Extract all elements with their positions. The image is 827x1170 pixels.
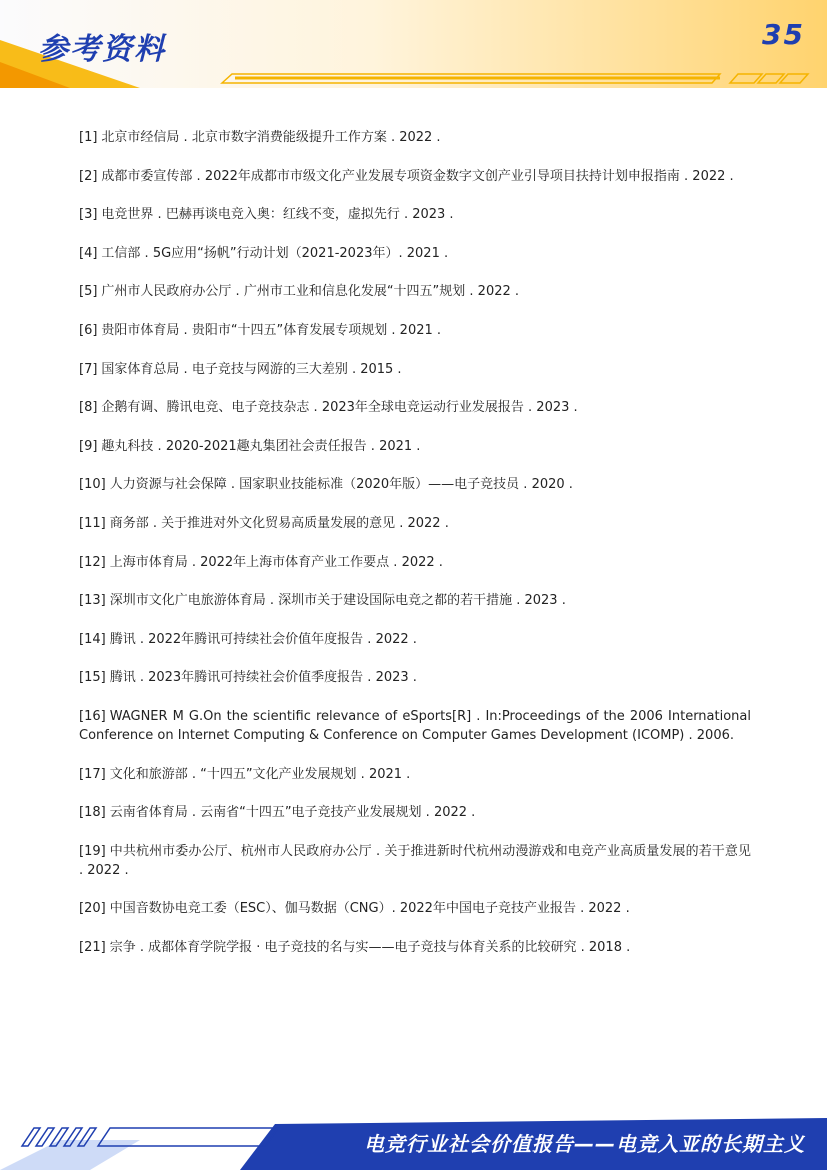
reference-text: 腾讯 . 2022年腾讯可持续社会价值年度报告 . 2022 .	[109, 631, 417, 647]
reference-item	[79, 321, 751, 340]
page-footer	[0, 1110, 827, 1170]
reference-item	[79, 668, 751, 687]
reference-text: 工信部 . 5G应用“扬帆”行动计划（2021-2023年）. 2021 .	[101, 245, 449, 261]
reference-text: 成都市委宣传部 . 2022年成都市市级文化产业发展专项资金数字文创产业引导项目扶持计划申报指南 . 2022 .	[101, 168, 734, 184]
reference-item	[79, 282, 751, 301]
reference-text: 宗争 . 成都体育学院学报 · 电子竞技的名与实——电子竞技与体育关系的比较研究 . 2018 .	[109, 939, 631, 955]
reference-number: [16]	[79, 708, 106, 724]
reference-text: WAGNER M G.On the scientific relevance of eSports[R] . In:Proceedings of the 2006 International Conference on Internet Computing & Conference on Computer Games Development (ICOMP) . 2006.	[79, 708, 751, 743]
reference-text: 文化和旅游部 . “十四五”文化产业发展规划 . 2021 .	[109, 766, 411, 782]
reference-item	[79, 553, 751, 572]
reference-number: [9]	[79, 438, 98, 454]
reference-text: 北京市经信局 . 北京市数字消费能级提升工作方案 . 2022 .	[101, 130, 441, 145]
reference-text: 贵阳市体育局 . 贵阳市“十四五”体育发展专项规划 . 2021 .	[101, 322, 442, 338]
reference-number: [20]	[79, 901, 106, 917]
reference-text: 深圳市文化广电旅游体育局 . 深圳市关于建设国际电竞之都的若干措施 . 2023 .	[109, 593, 566, 609]
reference-item	[79, 514, 751, 533]
reference-number: [14]	[79, 631, 106, 647]
reference-number: [10]	[79, 477, 106, 493]
reference-number: [12]	[79, 554, 106, 570]
reference-text: 趣丸科技 . 2020-2021趣丸集团社会责任报告 . 2021 .	[101, 438, 421, 454]
reference-item	[79, 765, 751, 784]
report-title: 电竞行业社会价值报告——电竞入亚的长期主义	[364, 1132, 805, 1156]
reference-item	[79, 803, 751, 822]
reference-item	[79, 899, 751, 918]
reference-text: 国家体育总局 . 电子竞技与网游的三大差别 . 2015 .	[101, 361, 402, 377]
reference-number: [6]	[79, 322, 98, 338]
reference-text: 商务部 . 关于推进对外文化贸易高质量发展的意见 . 2022 .	[109, 515, 449, 531]
reference-list	[79, 128, 751, 976]
reference-number: [11]	[79, 515, 106, 531]
reference-item	[79, 167, 751, 186]
page-title: 参考资料	[38, 32, 166, 67]
reference-text: 腾讯 . 2023年腾讯可持续社会价值季度报告 . 2023 .	[109, 670, 417, 686]
reference-text: 企鹅有调、腾讯电竞、电子竞技杂志 . 2023年全球电竞运动行业发展报告 . 2023 .	[101, 400, 578, 416]
reference-number: [17]	[79, 766, 106, 782]
page-number: 35	[762, 18, 805, 51]
reference-number: [13]	[79, 593, 106, 609]
reference-text: 广州市人民政府办公厅 . 广州市工业和信息化发展“十四五”规划 . 2022 .	[101, 284, 520, 300]
reference-number: [3]	[79, 207, 98, 223]
reference-number: [4]	[79, 245, 98, 261]
reference-number: [15]	[79, 670, 106, 686]
reference-text: 电竞世界 . 巴赫再谈电竞入奥：红线不变，虚拟先行 . 2023 .	[101, 207, 454, 223]
reference-number: [18]	[79, 805, 106, 821]
reference-item	[79, 475, 751, 494]
reference-number: [7]	[79, 361, 98, 377]
reference-item	[79, 360, 751, 379]
reference-text: 中国音数协电竞工委（ESC）、伽马数据（CNG）. 2022年中国电子竞技产业报告 . 2022 .	[109, 901, 630, 917]
reference-item	[79, 707, 751, 745]
reference-item	[79, 591, 751, 610]
reference-item	[79, 398, 751, 417]
reference-text: 云南省体育局 . 云南省“十四五”电子竞技产业发展规划 . 2022 .	[109, 805, 476, 821]
reference-number: [5]	[79, 284, 98, 300]
reference-item	[79, 205, 751, 224]
page-header	[0, 0, 827, 88]
reference-number: [21]	[79, 939, 106, 955]
reference-item	[79, 842, 751, 880]
reference-number: [19]	[79, 843, 106, 859]
reference-text: 上海市体育局 . 2022年上海市体育产业工作要点 . 2022 .	[109, 554, 443, 570]
reference-item	[79, 244, 751, 263]
reference-number: [2]	[79, 168, 98, 184]
reference-item	[79, 938, 751, 957]
reference-item	[79, 630, 751, 649]
reference-item	[79, 437, 751, 456]
reference-text: 人力资源与社会保障 . 国家职业技能标准（2020年版）——电子竞技员 . 2020 .	[109, 477, 573, 493]
reference-text: 中共杭州市委办公厅、杭州市人民政府办公厅 . 关于推进新时代杭州动漫游戏和电竞产业高质量发展的若干意见 . 2022 .	[79, 843, 751, 878]
reference-number: [1]	[79, 130, 98, 145]
reference-item	[79, 128, 751, 147]
reference-number: [8]	[79, 400, 98, 416]
